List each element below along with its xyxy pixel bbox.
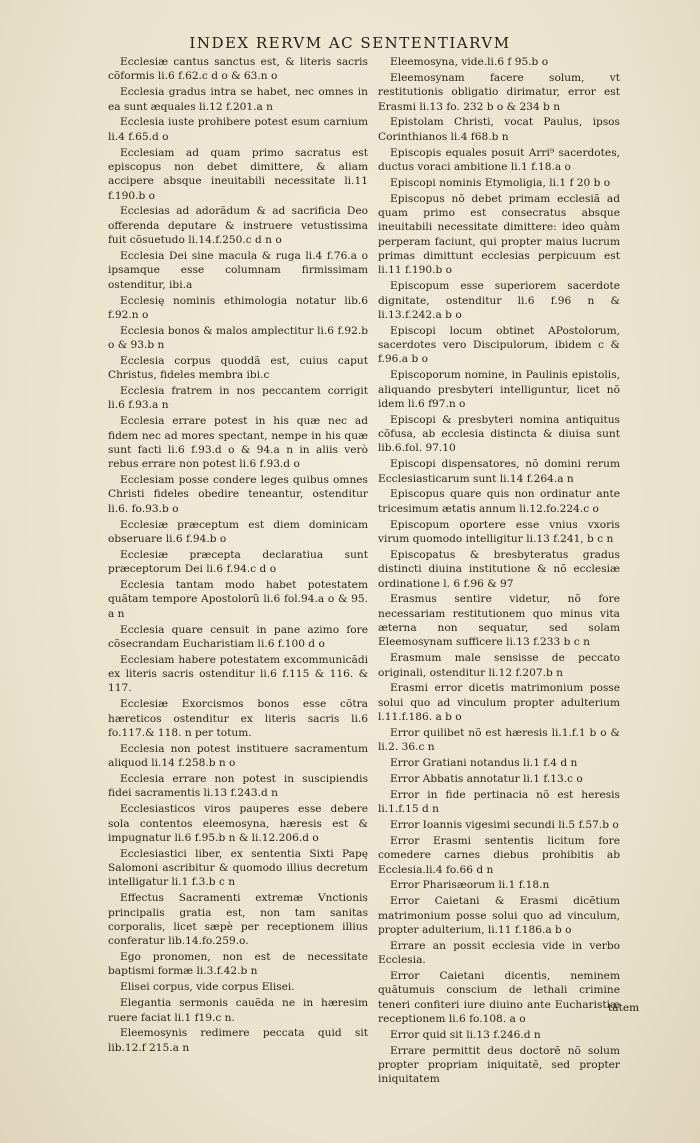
index-entry: Error quid sit li.13 f.246.d n <box>390 1028 541 1041</box>
index-entry: Erasmus sentire videtur, nõ fore necessariam restitutionem quo minus vita æterna non sequatur, sed solam Eleemosynam sufficere li.13 f.233 b c n <box>378 593 620 649</box>
index-entry: Ecclesia non potest instituere sacramentum aliquod li.14 f.258.b n o <box>108 742 368 770</box>
index-entry: Error in fide pertinacia nõ est heresis li.1.f.15 d n <box>378 788 620 816</box>
index-entry: Error Caietani dicentis, neminem quãtumuis conscium de lethali crimine teneri confiteri iure diuino ante Eucharistiæ receptionem li.6 fo.108. a o <box>378 969 620 1025</box>
index-entry: Error Gratiani notandus li.1 f.4 d n <box>390 757 578 770</box>
index-entry: Ecclesia fratrem in nos peccantem corrigit li.6 f.93.a n <box>108 385 368 412</box>
index-entry: Ecclesiam habere potestatem excommunicãdi ex literis sacris ostenditur li.6 f.115 & 116. & 117. <box>108 653 368 695</box>
index-entry: Ecclesia tantam modo habet potestatem quãtam tempore Apostolorũ li.6 fol.94.a o & 95. a n <box>108 579 368 620</box>
catchword: tatem <box>608 1002 640 1014</box>
index-entry: Ecclesias ad adorãdum & ad sacrificia Deo offerenda deputare & instruere vetustissima fuit cõsuetudo li.14.f.250.c d n o <box>108 205 368 247</box>
index-entry: Ecclesiam ad quam primo sacratus est episcopus non debet dimittere, & aliam accipere absque ineuitabili necessitate li.11 f.190.b o <box>108 146 368 202</box>
index-entry: Ego pronomen, non est de necessitate baptismi formæ li.3.f.42.b n <box>108 951 368 978</box>
index-entry: Ecclesia bonos & malos amplectitur li.6 f.92.b o & 93.b n <box>108 324 368 352</box>
index-entry: Episcopi & presbyteri nomina antiquitus cõfusa, ab ecclesia distincta & diuisa sunt lib.6.fol. 97.10 <box>378 413 620 455</box>
index-entry: Ecclesia errare potest in his quæ nec ad fidem nec ad mores spectant, nempe in his quæ sunt facti li.6 f.93.d o & 94.a n in aliis verò rebus errare non potest li.6 f.93.d o <box>108 415 368 471</box>
index-entry: Ecclesiæ præceptum est diem dominicam obseruare li.6 f.94.b o <box>108 518 368 545</box>
page-header: INDEX RERVM AC SENTENTIARVM <box>189 34 511 52</box>
index-entry: Ecclesiastici liber, ex sententia Sixti Papę Salomoni ascribitur & quomodo illius decretum intelligatur li.1 f.3.b c n <box>108 847 368 889</box>
index-entry: Effectus Sacramenti extremæ Vnctionis principalis gratia est, non tam sanitas corporalis, licet sæpè per receptionem illius conferatur lib.14.fo.259.o. <box>108 892 368 948</box>
index-entry: Episcopi locum obtinet APostolorum, sacerdotes vero Discipulorum, ibidem c & f.96.a b o <box>378 324 620 366</box>
index-entry: Ecclesia errare non potest in suscipiendis fidei sacramentis li.13 f.243.d n <box>108 773 368 800</box>
left-column <box>108 55 368 1057</box>
right-column <box>378 55 620 1088</box>
index-entry: Ecclesiam posse condere leges quibus omnes Christi fideles obedire teneantur, ostenditur li.6. fo.93.b o <box>108 474 368 515</box>
index-entry: Episcopus nõ debet primam ecclesiã ad quam primo est consecratus absque ineuitabili necessitate dimittere: ideo quàm perperam faciunt, qui propter maius lucrum primas dimittunt ecclesias perpicuum est li.11 f.190.b o <box>378 192 620 277</box>
index-entry: Erasmi error dicetis matrimonium posse solui quo ad vinculum propter adulterium l.11.f.186. a b o <box>378 682 620 724</box>
index-entry: Eleemosyna, vide.li.6 f 95.b o <box>390 56 549 68</box>
index-entry: Error Ioannis vigesimi secundi li.5 f.57.b o <box>390 819 619 832</box>
index-entry: Eleemosynam facere solum, vt restitutionis obligatio dirimatur, error est Erasmi li.13 fo. 232 b o & 234 b n <box>378 71 620 113</box>
index-entry: Ecclesia gradus intra se habet, nec omnes in ea sunt æquales li.12 f.201.a n <box>108 86 368 113</box>
index-entry: Ecclesia corpus quoddã est, cuius caput Christus, fideles membra ibi.c <box>108 354 368 382</box>
index-entry: Episcopi nominis Etymoligia, li.1 f 20 b o <box>390 176 611 189</box>
index-entry: Error Abbatis annotatur li.1 f.13.c o <box>390 773 583 785</box>
index-entry: Ecclesia iuste prohibere potest esum carnium li.4 f.65.d o <box>108 116 368 143</box>
index-entry: Ecclesia quare censuit in pane azimo fore cõsecrandam Eucharistiam li.6 f.100 d o <box>108 623 368 650</box>
index-entry: Errare permittit deus doctorẽ nõ solum propter propriam iniquitatẽ, sed propter iniquitatem <box>378 1044 620 1086</box>
index-entry: Ecclesiæ præcepta declaratiua sunt præceptorum Dei li.6 f.94.c d o <box>108 548 368 576</box>
index-entry: Errare an possit ecclesia vide in verbo Ecclesia. <box>378 939 620 967</box>
index-entry: Error Caietani & Erasmi dicẽtium matrimonium posse solui quo ad vinculum, propter adulterium, li.11 f.186.a b o <box>378 895 620 936</box>
index-entry: Elegantia sermonis cauẽda ne in hæresim ruere faciat li.1 f19.c n. <box>108 997 368 1024</box>
index-entry: Erasmum male sensisse de peccato originali, ostenditur li.12 f.207.b n <box>378 652 620 679</box>
index-entry: Episcopum esse superiorem sacerdote dignitate, ostenditur li.6 f.96 n & li.13.f.242.a b o <box>378 280 620 321</box>
index-entry: Eleemosynis redimere peccata quid sit lib.12.f 215.a n <box>108 1027 368 1054</box>
index-entry: Ecclesiæ cantus sanctus est, & literis sacris cõformis li.6 f.62.c d o & 63.n o <box>108 56 368 83</box>
index-entry: Epistolam Christi, vocat Paulus, ipsos Corinthianos li.4 f68.b n <box>378 116 620 143</box>
index-entry: Elisei corpus, vide corpus Elisei. <box>120 981 295 994</box>
index-entry: Ecclesiasticos viros pauperes esse debere sola contentos eleemosyna, hæresis est & impugnatur li.6 f.95.b n & li.12.206.d o <box>108 803 368 844</box>
index-entry: Episcopi dispensatores, nõ domini rerum Ecclesiasticarum sunt li.14 f.264.a n <box>378 458 620 485</box>
index-entry: Episcopus quare quis non ordinatur ante tricesimum ætatis annum li.12.fo.224.c o <box>378 488 620 515</box>
index-entry: Ecclesia Dei sine macula & ruga li.4 f.76.a o ipsamque esse columnam firmissimam ostenditur, ibi.a <box>108 249 368 291</box>
index-entry: Ecclesiæ Exorcismos bonos esse cõtra hæreticos ostenditur ex literis sacris li.6 fo.117.& 118. n per totum. <box>108 698 368 739</box>
index-entry: Error Erasmi sententis licitum fore comedere carnes diebus prohibitis ab Ecclesia.li.4 fo.66 d n <box>378 834 620 876</box>
index-entry: Error quilibet nõ est hæresis li.1.f.1 b o & li.2. 36.c n <box>378 726 620 754</box>
index-entry: Error Pharisæorum li.1 f.18.n <box>390 879 550 892</box>
index-entry: Episcopatus & bresbyteratus gradus distincti diuina institutione & nõ ecclesiæ ordinatione l. 6 f.96 & 97 <box>378 548 620 590</box>
index-entry: Episcopis equales posuit Arri⁹ sacerdotes, ductus voraci ambitione li.1 f.18.a o <box>378 146 620 173</box>
index-entry: Episcoporum nomine, in Paulinis epistolis, aliquando presbyteri intelliguntur, licet nõ idem li.6 f97.n o <box>378 369 620 410</box>
index-entry: Ecclesię nominis ethimologia notatur lib.6 f.92.n o <box>108 294 368 321</box>
index-entry: Episcopum oportere esse vnius vxoris virum quomodo intelligitur li.13 f.241, b c n <box>378 518 620 545</box>
